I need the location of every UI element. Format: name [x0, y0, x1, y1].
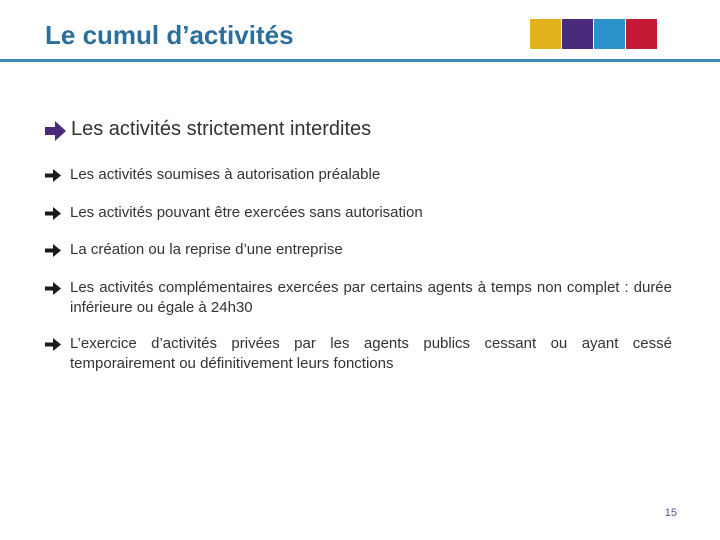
color-swatch-purple: [562, 19, 593, 49]
arrow-right-icon: [44, 281, 62, 296]
color-swatch-yellow: [530, 19, 561, 49]
arrow-right-icon: [44, 206, 62, 221]
sub-bullet-label: L’exercice d’activités privées par les agents publics cessant ou ayant cessé temporairement ou définitivement leurs fonctions: [70, 335, 672, 372]
title-underline: [0, 59, 720, 62]
sub-bullet-label: Les activités complémentaires exercées par certains agents à temps non complet : durée inférieure ou égale à 24h30: [70, 279, 672, 316]
arrow-right-icon: [44, 168, 62, 183]
arrow-right-icon: [44, 118, 67, 144]
sub-bullet-label: Les activités soumises à autorisation préalable: [70, 166, 381, 183]
arrow-right-icon: [44, 243, 62, 258]
color-swatch-blue: [594, 19, 625, 49]
main-bullet-label: Les activités strictement interdites: [71, 118, 372, 140]
page-number: 15: [664, 507, 677, 519]
sub-bullet-label: Les activités pouvant être exercées sans autorisation: [70, 204, 423, 221]
sub-bullet-label: La création ou la reprise d’une entreprise: [70, 241, 343, 258]
color-swatch-red: [626, 19, 657, 49]
arrow-right-icon: [44, 337, 62, 352]
slide-title: Le cumul d’activités: [45, 20, 294, 50]
